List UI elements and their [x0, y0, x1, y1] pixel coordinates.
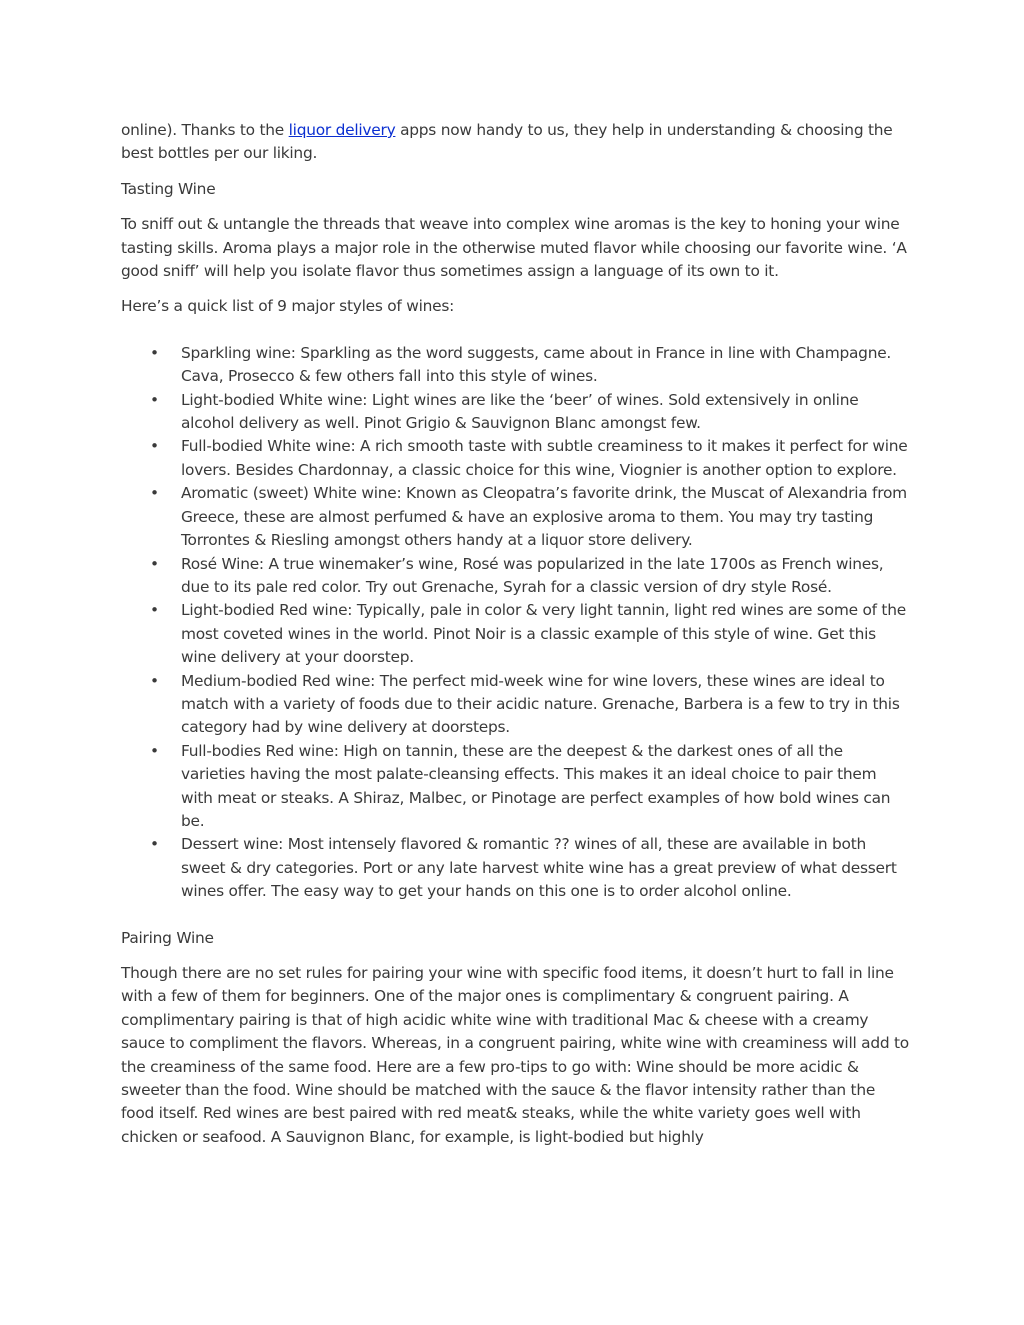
list-item-text: Light-bodied Red wine: Typically, pale in color & very light tannin, light red wines are some of the most coveted wines in the world. Pinot Noir is a classic example of this style of wine. Get this wine delivery at your doorstep.	[181, 601, 906, 667]
list-item-aromatic-white	[121, 482, 911, 552]
styles-list-intro: Here’s a quick list of 9 major styles of wines:	[121, 297, 455, 316]
list-item-full-bodied-white	[121, 435, 911, 482]
bullet-icon: •	[150, 390, 159, 409]
liquor-delivery-link[interactable]: liquor delivery	[288, 121, 396, 139]
bullet-icon: •	[150, 671, 159, 690]
bullet-icon: •	[150, 484, 159, 503]
list-item-text: Rosé Wine: A true winemaker’s wine, Rosé was popularized in the late 1700s as French wines, due to its pale red color. Try out Grenache, Syrah for a classic version of dry style Rosé.	[181, 554, 884, 596]
list-item-text: Medium-bodied Red wine: The perfect mid-week wine for wine lovers, these wines are ideal to match with a variety of foods due to their acidic nature. Grenache, Barbera is a few to try in this category had by wine delivery at doorsteps.	[181, 671, 900, 737]
bullet-icon: •	[150, 437, 159, 456]
list-item-dessert-wine	[121, 833, 911, 903]
list-item-light-bodied-white	[121, 389, 911, 436]
tasting-wine-paragraph: To sniff out & untangle the threads that weave into complex wine aromas is the key to honing your wine tasting skills. Aroma plays a major role in the otherwise muted flavor while choosing our favorite wine. ‘A good sniff’ will help you isolate flavor thus sometimes assign a language of its own to it.	[121, 215, 907, 281]
wine-styles-list	[121, 342, 911, 904]
list-item-text: Full-bodied White wine: A rich smooth taste with subtle creaminess to it makes it perfect for wine lovers. Besides Chardonnay, a classic choice for this wine, Viognier is another option to explore.	[181, 437, 908, 479]
bullet-icon: •	[150, 601, 159, 620]
list-item-text: Full-bodies Red wine: High on tannin, these are the deepest & the darkest ones of all the varieties having the most palate-cleansing effects. This makes it an ideal choice to pair them with meat or steaks. A Shiraz, Malbec, or Pinotage are perfect examples of how bold wines can be.	[181, 741, 891, 830]
intro-paragraph	[121, 119, 911, 166]
list-item-light-bodied-red	[121, 599, 911, 669]
list-item-medium-bodied-red	[121, 670, 911, 740]
bullet-icon: •	[150, 343, 159, 362]
list-item-text: Dessert wine: Most intensely flavored & romantic ?? wines of all, these are available in both sweet & dry categories. Port or any late harvest white wine has a great preview of what dessert wines offer. The easy way to get your hands on this one is to order alcohol online.	[181, 835, 897, 901]
list-item-text: Sparkling wine: Sparkling as the word suggests, came about in France in line with Champagne. Cava, Prosecco & few others fall into this style of wines.	[181, 343, 892, 386]
intro-text-before-link: online). Thanks to the	[121, 121, 289, 139]
tasting-wine-heading: Tasting Wine	[121, 179, 216, 198]
pairing-wine-heading: Pairing Wine	[121, 928, 214, 947]
pairing-wine-paragraph: Though there are no set rules for pairing your wine with specific food items, it doesn’t hurt to fall in line with a few of them for beginners. One of the major ones is complimentary & congruent pairing. A complimentary pairing is that of high acidic white wine with traditional Mac & cheese with a creamy sauce to compliment the flavors. Whereas, in a congruent pairing, white wine with creaminess will add to the creaminess of the same food. Here are a few pro-tips to go with: Wine should be more acidic & sweeter than the food. Wine should be matched with the sauce & the flavor intensity rather than the food itself. Red wines are best paired with red meat& steaks, while the white variety goes well with chicken or seafood. A Sauvignon Blanc, for example, is light-bodied but highly	[121, 964, 909, 1146]
list-item-text: Light-bodied White wine: Light wines are like the ‘beer’ of wines. Sold extensively in online alcohol delivery as well. Pinot Grigio & Sauvignon Blanc amongst few.	[181, 390, 859, 433]
list-item-sparkling-wine	[121, 342, 911, 389]
intro-text-after-link: apps now handy to us, they help in understanding & choosing the best bottles per our liking.	[121, 121, 893, 163]
bullet-icon: •	[150, 741, 159, 760]
bullet-icon: •	[150, 554, 159, 573]
list-item-rose-wine	[121, 553, 911, 600]
document-page	[121, 119, 911, 1161]
bullet-icon: •	[150, 835, 159, 854]
list-item-text: Aromatic (sweet) White wine: Known as Cleopatra’s favorite drink, the Muscat of Alexandria from Greece, these are almost perfumed & have an explosive aroma to them. You may try tasting Torrontes & Riesling amongst others handy at a liquor store delivery.	[181, 484, 907, 550]
list-item-full-bodies-red	[121, 740, 911, 834]
